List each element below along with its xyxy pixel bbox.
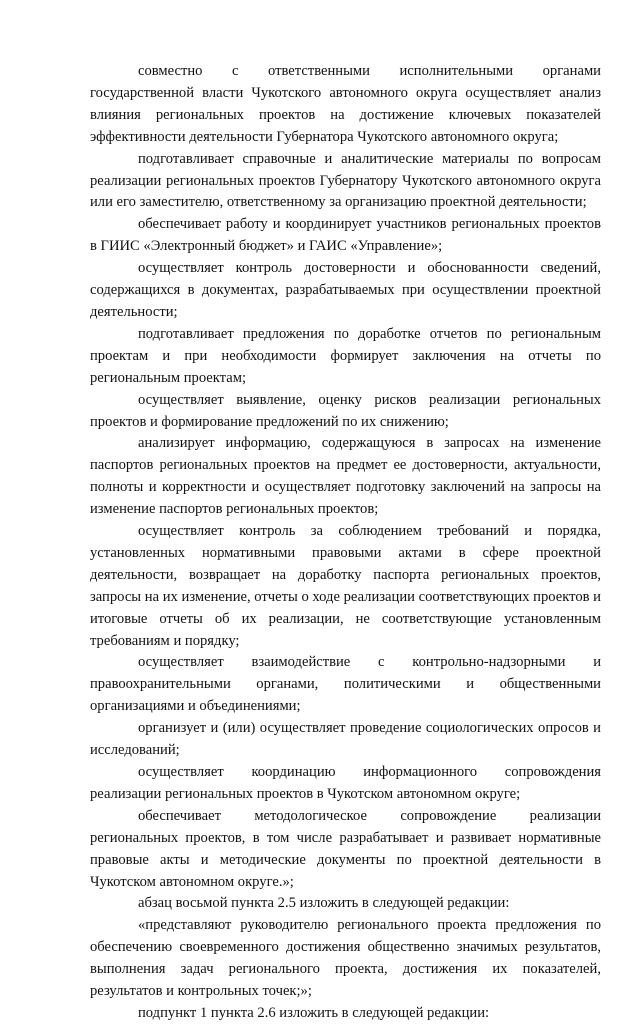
paragraph: осуществляет взаимодействие с контрольно-надзорными и правоохранительными органами, политическими и общественными организациями и объединениями; bbox=[90, 654, 601, 715]
paragraph: осуществляет контроль за соблюдением требований и порядка, установленных нормативными правовыми актами в сфере проектной деятельности, возвращает на доработку паспорта региональных проектов, запросы на их изменение, отчеты о ходе реализации соответствующих проектов и итоговые отчеты об их реализации, не соответствующие установленным требованиям и порядку; bbox=[90, 523, 601, 649]
amendment-instruction: абзац восьмой пункта 2.5 изложить в следующей редакции: bbox=[138, 895, 510, 912]
paragraph: «представляют руководителю регионального проекта предложения по обеспечению своевременного достижения общественно значимых результатов, выполнения задач регионального проекта, достижения их показателей, результатов и контрольных точек;»; bbox=[90, 917, 601, 1000]
paragraph: осуществляет выявление, оценку рисков реализации региональных проектов и формирование предложений по их снижению; bbox=[90, 391, 601, 430]
document-page bbox=[90, 61, 601, 1025]
paragraph: обеспечивает работу и координирует участников региональных проектов в ГИИС «Электронный бюджет» и ГАИС «Управление»; bbox=[90, 216, 601, 255]
paragraph: осуществляет координацию информационного сопровождения реализации региональных проектов в Чукотском автономном округе; bbox=[90, 764, 601, 802]
paragraph: совместно с ответственными исполнительными органами государственной власти Чукотского автономного округа осуществляет анализ влияния региональных проектов на достижение ключевых показателей эффективности деятельности Губернатора Чукотского автономного округа; bbox=[90, 63, 601, 145]
paragraph: организует и (или) осуществляет проведение социологических опросов и исследований; bbox=[90, 720, 601, 759]
paragraph: анализирует информацию, содержащуюся в запросах на изменение паспортов региональных проектов на предмет ее достоверности, актуальности, полноты и корректности и осуществляет подготовку заключений на запросы на изменение паспортов региональных проектов; bbox=[90, 435, 601, 518]
amendment-instruction: подпункт 1 пункта 2.6 изложить в следующей редакции: bbox=[138, 1004, 490, 1021]
paragraph: обеспечивает методологическое сопровождение реализации региональных проектов, в том числе разрабатывает и развивает нормативные правовые акты и методические документы по проектной деятельности в Чукотском автономном округе.»; bbox=[90, 807, 601, 890]
paragraph: осуществляет контроль достоверности и обоснованности сведений, содержащихся в документах, разрабатываемых при осуществлении проектной деятельности; bbox=[90, 260, 601, 320]
paragraph: подготавливает предложения по доработке отчетов по региональным проектам и при необходимости формирует заключения на отчеты по региональным проектам; bbox=[90, 325, 601, 386]
paragraph: подготавливает справочные и аналитические материалы по вопросам реализации региональных проектов Губернатору Чукотского автономного округа или его заместителю, ответственному за организацию проектной деятельности; bbox=[90, 150, 601, 211]
